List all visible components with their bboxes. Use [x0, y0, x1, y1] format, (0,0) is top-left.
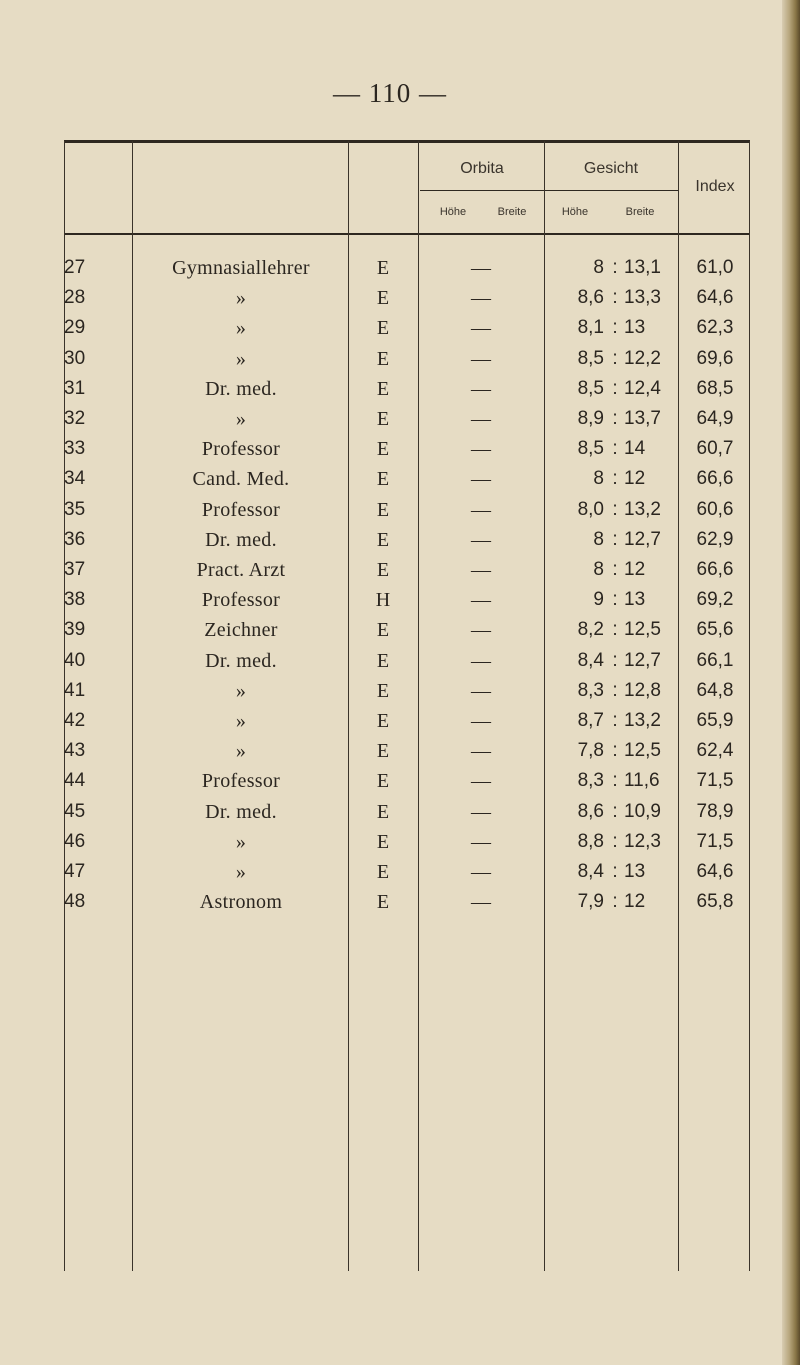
row-gesicht-hoehe: 8,3	[577, 770, 604, 792]
row-index: 69,2	[696, 589, 734, 611]
row-profession: »	[235, 740, 247, 763]
table-row	[0, 257, 780, 287]
table-row	[0, 740, 780, 770]
row-index: 64,8	[696, 679, 734, 701]
row-index: 68,5	[696, 377, 734, 399]
row-number: 47	[64, 861, 86, 882]
row-profession: »	[235, 679, 247, 702]
row-colon: :	[612, 287, 618, 309]
row-code: E	[376, 438, 390, 461]
row-profession: Cand. Med.	[192, 468, 290, 491]
row-profession: Dr. med.	[205, 528, 277, 551]
row-gesicht-hoehe: 8	[593, 468, 604, 490]
row-code: E	[376, 679, 390, 702]
row-gesicht-hoehe: 8,5	[577, 377, 604, 399]
row-profession: »	[235, 861, 247, 883]
row-gesicht-hoehe: 7,8	[577, 740, 604, 762]
row-colon: :	[612, 559, 618, 580]
row-gesicht-breite: 12,3	[624, 830, 661, 852]
header-gesicht-breite: Breite	[625, 206, 655, 218]
row-number: 43	[64, 740, 86, 762]
row-gesicht-hoehe: 8,0	[577, 498, 604, 520]
row-gesicht-breite: 12	[624, 891, 646, 913]
row-index: 62,3	[696, 317, 734, 339]
row-gesicht-hoehe: 8,4	[577, 861, 604, 882]
row-number: 29	[64, 317, 86, 339]
row-gesicht-hoehe: 8,9	[577, 408, 604, 429]
row-code: E	[376, 528, 390, 551]
table-row	[0, 861, 780, 891]
page-edge	[782, 0, 800, 1365]
row-colon: :	[612, 619, 618, 641]
header-orbita-hoehe: Höhe	[439, 206, 467, 218]
row-code: E	[376, 377, 390, 400]
header-gesicht-hoehe: Höhe	[561, 206, 589, 218]
row-colon: :	[612, 438, 618, 460]
row-code: E	[376, 740, 390, 763]
row-profession: Pract. Arzt	[196, 559, 286, 581]
row-colon: :	[612, 770, 618, 792]
table-row	[0, 891, 780, 921]
row-gesicht-breite: 12	[624, 559, 646, 580]
row-colon: :	[612, 800, 618, 822]
row-orbita: —	[471, 468, 491, 491]
row-profession: Zeichner	[204, 619, 278, 642]
row-gesicht-hoehe: 8,2	[577, 619, 604, 641]
row-colon: :	[612, 649, 618, 671]
row-profession: Professor	[201, 498, 281, 521]
row-number: 48	[64, 891, 86, 913]
table-row	[0, 438, 780, 468]
row-index: 66,6	[696, 468, 734, 490]
header-sub-rule	[420, 190, 678, 191]
row-number: 36	[64, 528, 86, 550]
row-index: 64,6	[696, 287, 734, 309]
row-code: E	[376, 861, 390, 883]
row-index: 60,6	[696, 498, 734, 520]
row-gesicht-breite: 12,5	[624, 619, 661, 641]
row-code: E	[376, 710, 390, 732]
row-number: 44	[64, 770, 86, 792]
row-number: 34	[64, 468, 86, 490]
table-row	[0, 710, 780, 740]
table-row	[0, 831, 780, 861]
header-index: Index	[695, 178, 735, 195]
row-number: 35	[64, 498, 86, 520]
row-number: 33	[64, 438, 86, 460]
row-index: 65,9	[696, 710, 734, 731]
row-number: 39	[64, 619, 86, 641]
row-number: 28	[64, 287, 86, 309]
table-row	[0, 559, 780, 589]
row-gesicht-hoehe: 8,6	[577, 800, 604, 822]
row-colon: :	[612, 257, 618, 278]
row-code: E	[376, 770, 390, 793]
row-code: E	[376, 800, 390, 823]
row-orbita: —	[471, 619, 491, 642]
row-orbita: —	[471, 679, 491, 702]
row-gesicht-breite: 13,3	[624, 287, 661, 309]
row-number: 32	[64, 408, 86, 429]
row-code: E	[376, 287, 390, 310]
row-code: E	[376, 559, 390, 581]
row-gesicht-hoehe: 8,4	[577, 649, 604, 671]
row-code: E	[376, 619, 390, 642]
row-index: 66,6	[696, 559, 734, 580]
row-orbita: —	[471, 257, 491, 279]
row-gesicht-breite: 10,9	[624, 800, 661, 822]
row-colon: :	[612, 468, 618, 490]
table-row	[0, 619, 780, 649]
row-gesicht-breite: 13,2	[624, 498, 661, 520]
row-profession: »	[235, 287, 247, 310]
row-number: 27	[64, 257, 86, 278]
row-index: 65,6	[696, 619, 734, 641]
row-profession: Dr. med.	[205, 377, 277, 400]
row-orbita: —	[471, 498, 491, 521]
row-code: E	[376, 498, 390, 521]
row-gesicht-breite: 13	[624, 589, 646, 611]
table-row	[0, 408, 780, 438]
table-row	[0, 348, 780, 378]
row-orbita: —	[471, 710, 491, 732]
row-gesicht-breite: 12,2	[624, 347, 661, 369]
row-gesicht-hoehe: 8,7	[577, 710, 604, 731]
row-orbita: —	[471, 649, 491, 672]
row-orbita: —	[471, 347, 491, 370]
row-gesicht-hoehe: 8,5	[577, 347, 604, 369]
table-row	[0, 287, 780, 317]
page-number: — 110 —	[333, 78, 447, 108]
row-number: 31	[64, 377, 86, 399]
row-gesicht-breite: 12,7	[624, 649, 661, 671]
row-gesicht-breite: 12	[624, 468, 646, 490]
row-orbita: —	[471, 589, 491, 612]
row-colon: :	[612, 528, 618, 550]
row-index: 62,9	[696, 528, 734, 550]
row-orbita: —	[471, 559, 491, 581]
row-gesicht-breite: 13,1	[624, 257, 661, 278]
table-row	[0, 499, 780, 529]
row-colon: :	[612, 498, 618, 520]
row-gesicht-hoehe: 8	[593, 559, 604, 580]
row-orbita: —	[471, 800, 491, 823]
row-number: 40	[64, 649, 86, 671]
row-code: E	[376, 347, 390, 370]
row-number: 38	[64, 589, 86, 611]
row-number: 37	[64, 559, 86, 580]
row-gesicht-breite: 12,4	[624, 377, 661, 399]
row-gesicht-breite: 13	[624, 861, 646, 882]
row-code: E	[376, 317, 390, 340]
row-gesicht-breite: 12,7	[624, 528, 661, 550]
row-number: 42	[64, 710, 86, 731]
row-profession: Professor	[201, 438, 281, 461]
row-number: 45	[64, 800, 86, 822]
table-row	[0, 801, 780, 831]
row-code: H	[375, 589, 391, 612]
row-orbita: —	[471, 830, 491, 853]
row-orbita: —	[471, 528, 491, 551]
row-gesicht-hoehe: 7,9	[577, 891, 604, 913]
row-code: E	[376, 830, 390, 853]
row-gesicht-breite: 13,2	[624, 710, 661, 731]
row-gesicht-hoehe: 8,1	[577, 317, 604, 339]
row-gesicht-hoehe: 8	[593, 528, 604, 550]
row-profession: Professor	[201, 589, 281, 612]
row-gesicht-breite: 12,8	[624, 679, 661, 701]
table-row	[0, 317, 780, 347]
row-index: 78,9	[696, 800, 734, 822]
row-number: 41	[64, 679, 86, 701]
header-orbita: Orbita	[460, 160, 504, 177]
row-index: 60,7	[696, 438, 734, 460]
row-orbita: —	[471, 438, 491, 461]
row-profession: Dr. med.	[205, 649, 277, 672]
row-colon: :	[612, 861, 618, 882]
row-profession: Professor	[201, 770, 281, 793]
table-row	[0, 529, 780, 559]
header-gesicht: Gesicht	[583, 160, 639, 177]
table-row	[0, 468, 780, 498]
row-orbita: —	[471, 317, 491, 340]
row-profession: Gymnasiallehrer	[172, 257, 310, 279]
row-profession: »	[235, 317, 247, 340]
row-gesicht-hoehe: 8,3	[577, 679, 604, 701]
row-orbita: —	[471, 740, 491, 763]
row-colon: :	[612, 347, 618, 369]
row-profession: »	[235, 408, 247, 430]
row-colon: :	[612, 377, 618, 399]
row-colon: :	[612, 408, 618, 429]
table-row	[0, 650, 780, 680]
row-orbita: —	[471, 770, 491, 793]
row-index: 65,8	[696, 891, 734, 913]
row-number: 30	[64, 347, 86, 369]
row-colon: :	[612, 317, 618, 339]
row-code: E	[376, 891, 390, 914]
row-gesicht-breite: 13	[624, 317, 646, 339]
row-orbita: —	[471, 408, 491, 430]
row-code: E	[376, 257, 390, 279]
row-colon: :	[612, 740, 618, 762]
row-gesicht-breite: 11,6	[624, 770, 660, 792]
table-top-rule	[64, 140, 750, 143]
row-index: 69,6	[696, 347, 734, 369]
header-orbita-breite: Breite	[497, 206, 527, 218]
row-colon: :	[612, 679, 618, 701]
row-index: 71,5	[696, 770, 734, 792]
row-orbita: —	[471, 377, 491, 400]
row-index: 64,6	[696, 861, 734, 882]
row-profession: Dr. med.	[205, 800, 277, 823]
row-colon: :	[612, 589, 618, 611]
row-gesicht-hoehe: 8,5	[577, 438, 604, 460]
row-gesicht-hoehe: 8	[593, 257, 604, 278]
table-row	[0, 589, 780, 619]
row-code: E	[376, 468, 390, 491]
row-gesicht-hoehe: 9	[593, 589, 604, 611]
row-gesicht-breite: 14	[624, 438, 646, 460]
table-row	[0, 378, 780, 408]
row-number: 46	[64, 830, 86, 852]
header-bottom-rule	[64, 233, 750, 235]
row-orbita: —	[471, 891, 491, 914]
row-gesicht-hoehe: 8,8	[577, 830, 604, 852]
row-orbita: —	[471, 861, 491, 883]
row-orbita: —	[471, 287, 491, 310]
row-index: 64,9	[696, 408, 734, 429]
row-profession: Astronom	[199, 891, 283, 914]
row-colon: :	[612, 830, 618, 852]
row-index: 61,0	[696, 257, 734, 278]
row-gesicht-hoehe: 8,6	[577, 287, 604, 309]
row-gesicht-breite: 12,5	[624, 740, 661, 762]
row-profession: »	[235, 347, 247, 370]
row-code: E	[376, 408, 390, 430]
row-gesicht-breite: 13,7	[624, 408, 661, 429]
row-code: E	[376, 649, 390, 672]
row-profession: »	[235, 830, 247, 853]
row-index: 66,1	[696, 649, 734, 671]
row-colon: :	[612, 891, 618, 913]
table-row	[0, 770, 780, 800]
row-profession: »	[235, 710, 247, 732]
row-colon: :	[612, 710, 618, 731]
row-index: 71,5	[696, 830, 734, 852]
row-index: 62,4	[696, 740, 734, 762]
table-row	[0, 680, 780, 710]
